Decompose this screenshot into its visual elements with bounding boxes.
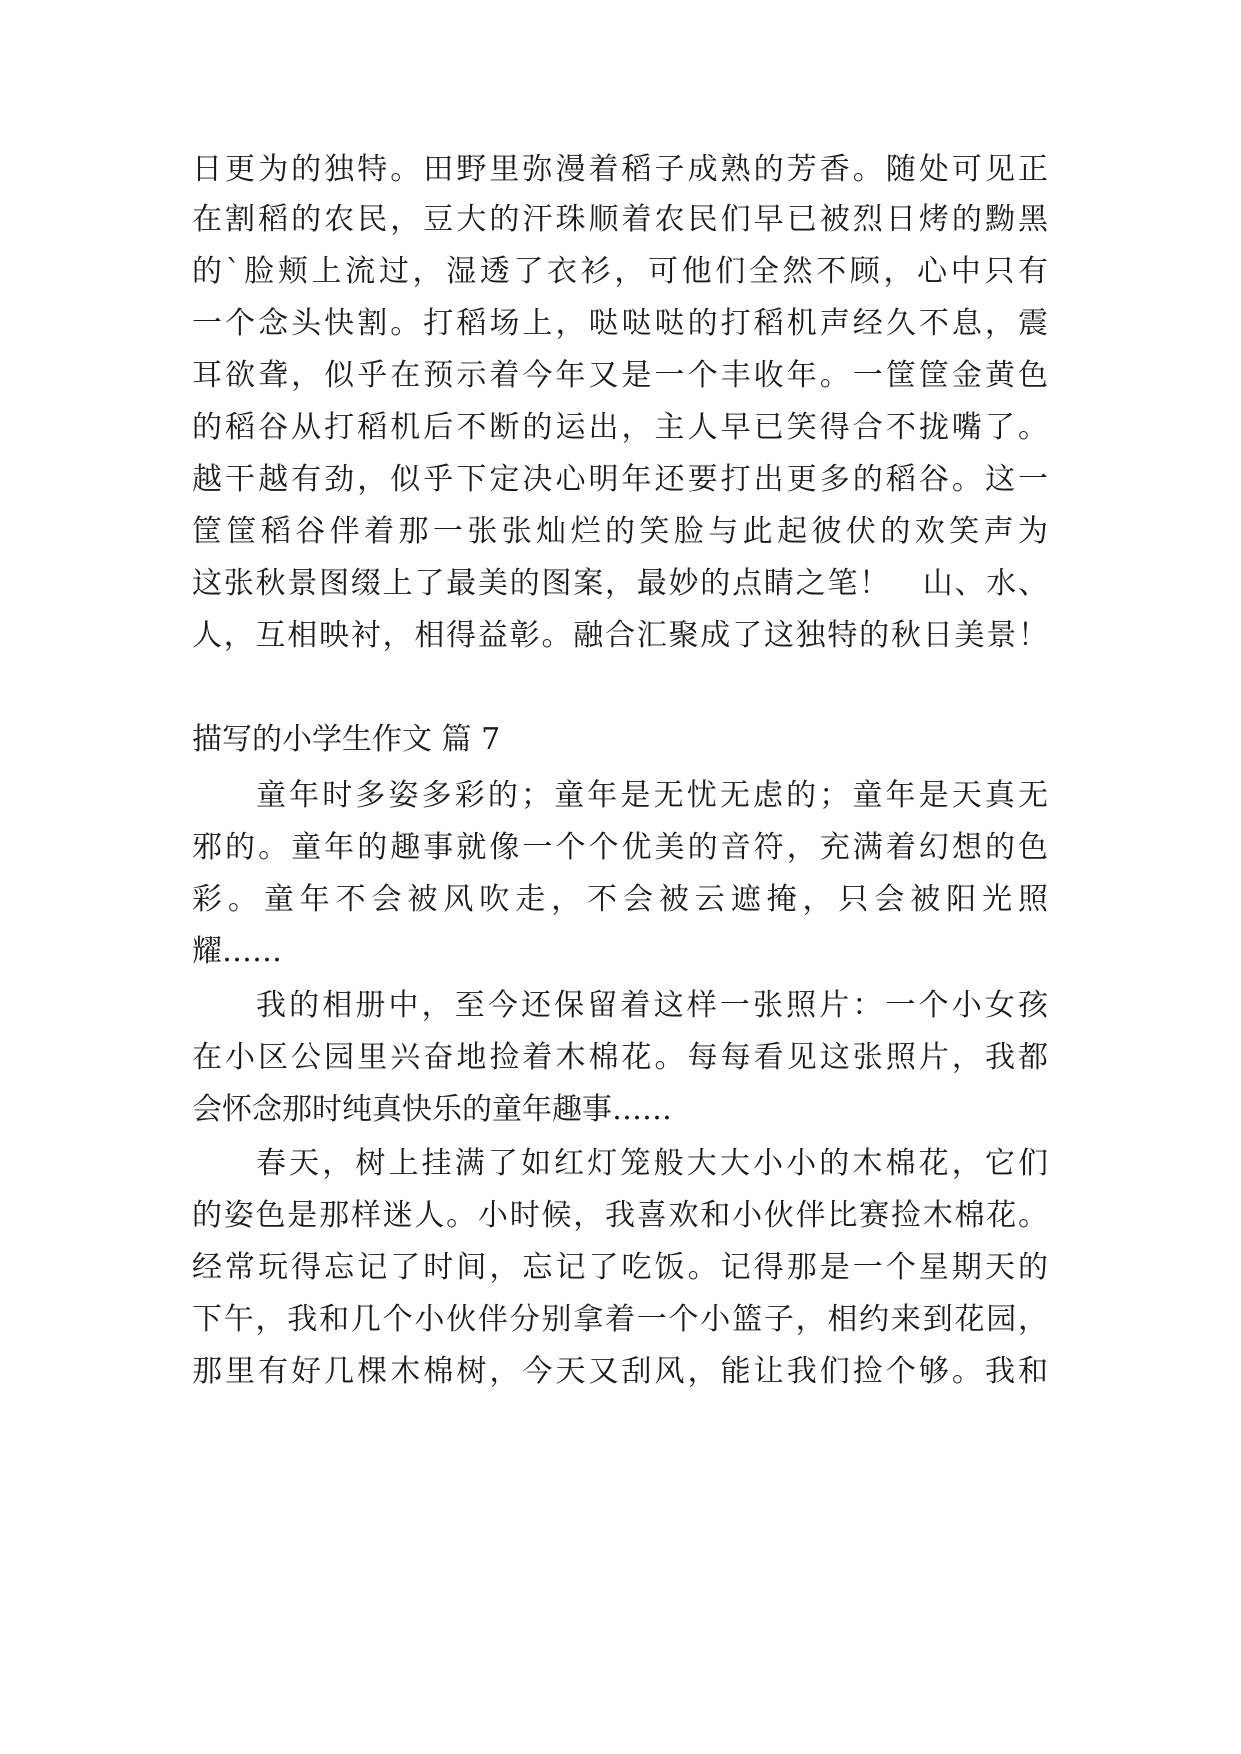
text-line: 日更为的独特。田野里弥漫着稻子成熟的芳香。随处可见正: [192, 152, 1048, 187]
text-line: 下午，我和几个小伙伴分别拿着一个小篮子，相约来到花园，: [192, 1302, 1048, 1337]
section-heading: 描写的小学生作文 篇 7: [192, 722, 501, 757]
text-line: 的`脸颊上流过，湿透了衣衫，可他们全然不顾，心中只有: [192, 254, 1048, 289]
text-line: 那里有好几棵木棉树，今天又刮风，能让我们捡个够。我和: [192, 1354, 1048, 1389]
text-line: 童年时多姿多彩的；童年是无忧无虑的；童年是天真无: [256, 778, 1048, 813]
text-line: 筐筐稻谷伴着那一张张灿烂的笑脸与此起彼伏的欢笑声为: [192, 514, 1048, 549]
text-line: 在割稻的农民，豆大的汗珠顺着农民们早已被烈日烤的黝黑: [192, 202, 1048, 237]
text-line: 耳欲聋，似乎在预示着今年又是一个丰收年。一筐筐金黄色: [192, 358, 1048, 393]
text-line: 的稻谷从打稻机后不断的运出，主人早已笑得合不拢嘴了。: [192, 410, 1048, 445]
text-line: 这张秋景图缀上了最美的图案，最妙的点睛之笔！ 山、水、: [192, 566, 1048, 601]
text-line: 越干越有劲，似乎下定决心明年还要打出更多的稻谷。这一: [192, 462, 1048, 497]
text-line: 春天，树上挂满了如红灯笼般大大小小的木棉花，它们: [256, 1146, 1048, 1181]
text-line: 在小区公园里兴奋地捡着木棉花。每每看见这张照片，我都: [192, 1040, 1048, 1075]
text-line: 人，互相映衬，相得益彰。融合汇聚成了这独特的秋日美景！: [192, 618, 1048, 653]
text-line: 的姿色是那样迷人。小时候，我喜欢和小伙伴比赛捡木棉花。: [192, 1198, 1048, 1233]
text-line: 经常玩得忘记了时间，忘记了吃饭。记得那是一个星期天的: [192, 1250, 1048, 1285]
text-line: 邪的。童年的趣事就像一个个优美的音符，充满着幻想的色: [192, 830, 1048, 865]
text-line: 耀……: [192, 934, 282, 969]
text-line: 一个念头快割。打稻场上，哒哒哒的打稻机声经久不息，震: [192, 306, 1048, 341]
text-line: 我的相册中，至今还保留着这样一张照片：一个小女孩: [256, 988, 1048, 1023]
text-line: 会怀念那时纯真快乐的童年趣事……: [192, 1092, 672, 1127]
text-line: 彩。童年不会被风吹走，不会被云遮掩，只会被阳光照: [192, 882, 1048, 917]
